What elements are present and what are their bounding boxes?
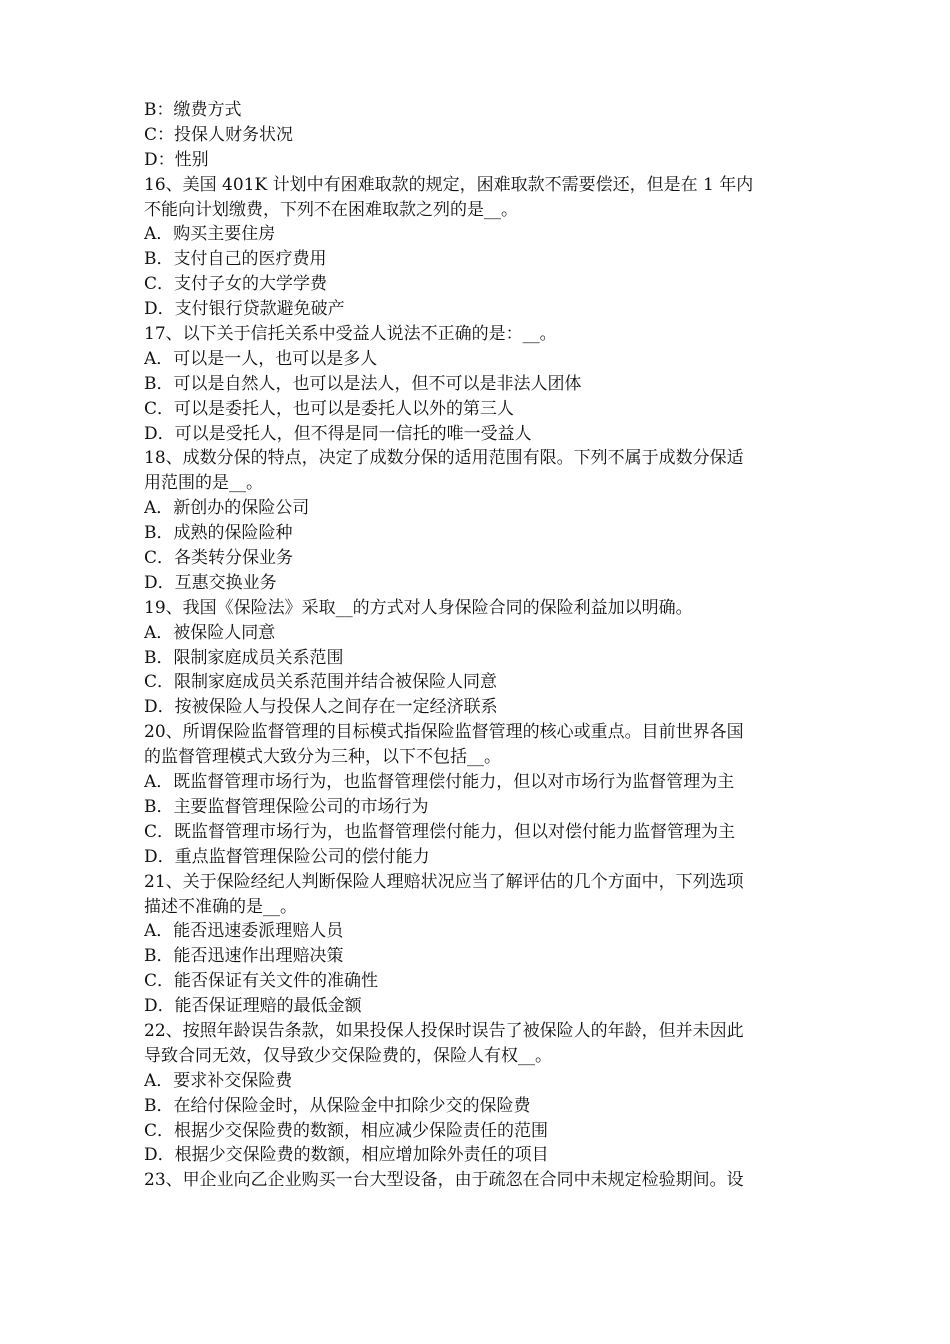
question-18-option-a: A．新创办的保险公司	[144, 498, 310, 519]
question-20-text: 20、所谓保险监督管理的目标模式指保险监督管理的核心或重点。目前世界各国	[144, 722, 744, 743]
question-21-option-d: D．能否保证理赔的最低金额	[144, 996, 362, 1017]
question-22-text: 22、按照年龄误告条款，如果投保人投保时误告了被保险人的年龄，但并未因此	[144, 1020, 744, 1041]
question-19-option-b: B．限制家庭成员关系范围	[144, 647, 344, 668]
option-b-line: B：缴费方式	[144, 100, 242, 120]
question-20-option-b: B．主要监督管理保险公司的市场行为	[144, 796, 429, 817]
question-23-text: 23、甲企业向乙企业购买一台大型设备，由于疏忽在合同中未规定检验期间。设	[144, 1170, 744, 1191]
question-22-option-d: D．根据少交保险费的数额，相应增加除外责任的项目	[144, 1145, 549, 1166]
question-19-option-c: C．限制家庭成员关系范围并结合被保险人同意	[144, 672, 498, 693]
question-20-text-cont: 的监督管理模式大致分为三种，以下不包括__。	[144, 747, 501, 768]
question-19-option-a: A．被保险人同意	[144, 622, 276, 643]
question-18-option-b: B．成熟的保险险种	[144, 523, 293, 544]
question-20-option-c: C．既监督管理市场行为，也监督管理偿付能力，但以对偿付能力监督管理为主	[144, 821, 736, 842]
question-19-option-d: D．按被保险人与投保人之间存在一定经济联系	[144, 697, 498, 718]
question-18-option-d: D．互惠交换业务	[144, 572, 277, 593]
question-22-option-a: A．要求补交保险费	[144, 1070, 293, 1091]
question-20-option-d: D．重点监督管理保险公司的偿付能力	[144, 846, 430, 867]
question-17-option-d: D．可以是受托人，但不得是同一信托的唯一受益人	[144, 423, 532, 444]
question-16-text: 16、美国 401K 计划中有困难取款的规定，困难取款不需要偿还，但是在 1 年内	[144, 174, 754, 195]
question-19-text: 19、我国《保险法》采取__的方式对人身保险合同的保险利益加以明确。	[144, 597, 693, 618]
document-page	[144, 98, 810, 1193]
question-22-text-cont: 导致合同无效，仅导致少交保险费的，保险人有权__。	[144, 1045, 552, 1066]
question-16-option-b: B．支付自己的医疗费用	[144, 249, 327, 270]
question-22-option-c: C．根据少交保险费的数额，相应减少保险责任的范围	[144, 1120, 549, 1141]
option-d-line: D：性别	[144, 149, 209, 170]
question-16-text-cont: 不能向计划缴费，下列不在困难取款之列的是__。	[144, 199, 518, 220]
question-18-option-c: C．各类转分保业务	[144, 548, 294, 569]
question-21-option-a: A．能否迅速委派理赔人员	[144, 921, 344, 942]
question-21-option-c: C．能否保证有关文件的准确性	[144, 971, 379, 992]
question-20-option-a: A．既监督管理市场行为，也监督管理偿付能力，但以对市场行为监督管理为主	[144, 772, 735, 793]
question-17-text: 17、以下关于信托关系中受益人说法不正确的是：__。	[144, 324, 557, 345]
question-16-option-d: D．支付银行贷款避免破产	[144, 299, 345, 320]
option-c-line: C：投保人财务状况	[144, 124, 294, 145]
question-16-option-c: C．支付子女的大学学费	[144, 274, 328, 295]
question-21-option-b: B．能否迅速作出理赔决策	[144, 946, 344, 967]
question-17-option-c: C．可以是委托人，也可以是委托人以外的第三人	[144, 398, 515, 419]
question-21-text-cont: 描述不准确的是__。	[144, 896, 297, 917]
question-21-text: 21、关于保险经纪人判断保险人理赔状况应当了解评估的几个方面中，下列选项	[144, 871, 744, 892]
question-18-text: 18、成数分保的特点，决定了成数分保的适用范围有限。下列不属于成数分保适	[144, 448, 744, 469]
question-16-option-a: A．购买主要住房	[144, 224, 276, 245]
question-22-option-b: B．在给付保险金时，从保险金中扣除少交的保险费	[144, 1095, 531, 1116]
question-17-option-b: B．可以是自然人，也可以是法人，但不可以是非法人团体	[144, 373, 582, 394]
question-18-text-cont: 用范围的是__。	[144, 473, 263, 494]
question-17-option-a: A．可以是一人，也可以是多人	[144, 348, 378, 369]
